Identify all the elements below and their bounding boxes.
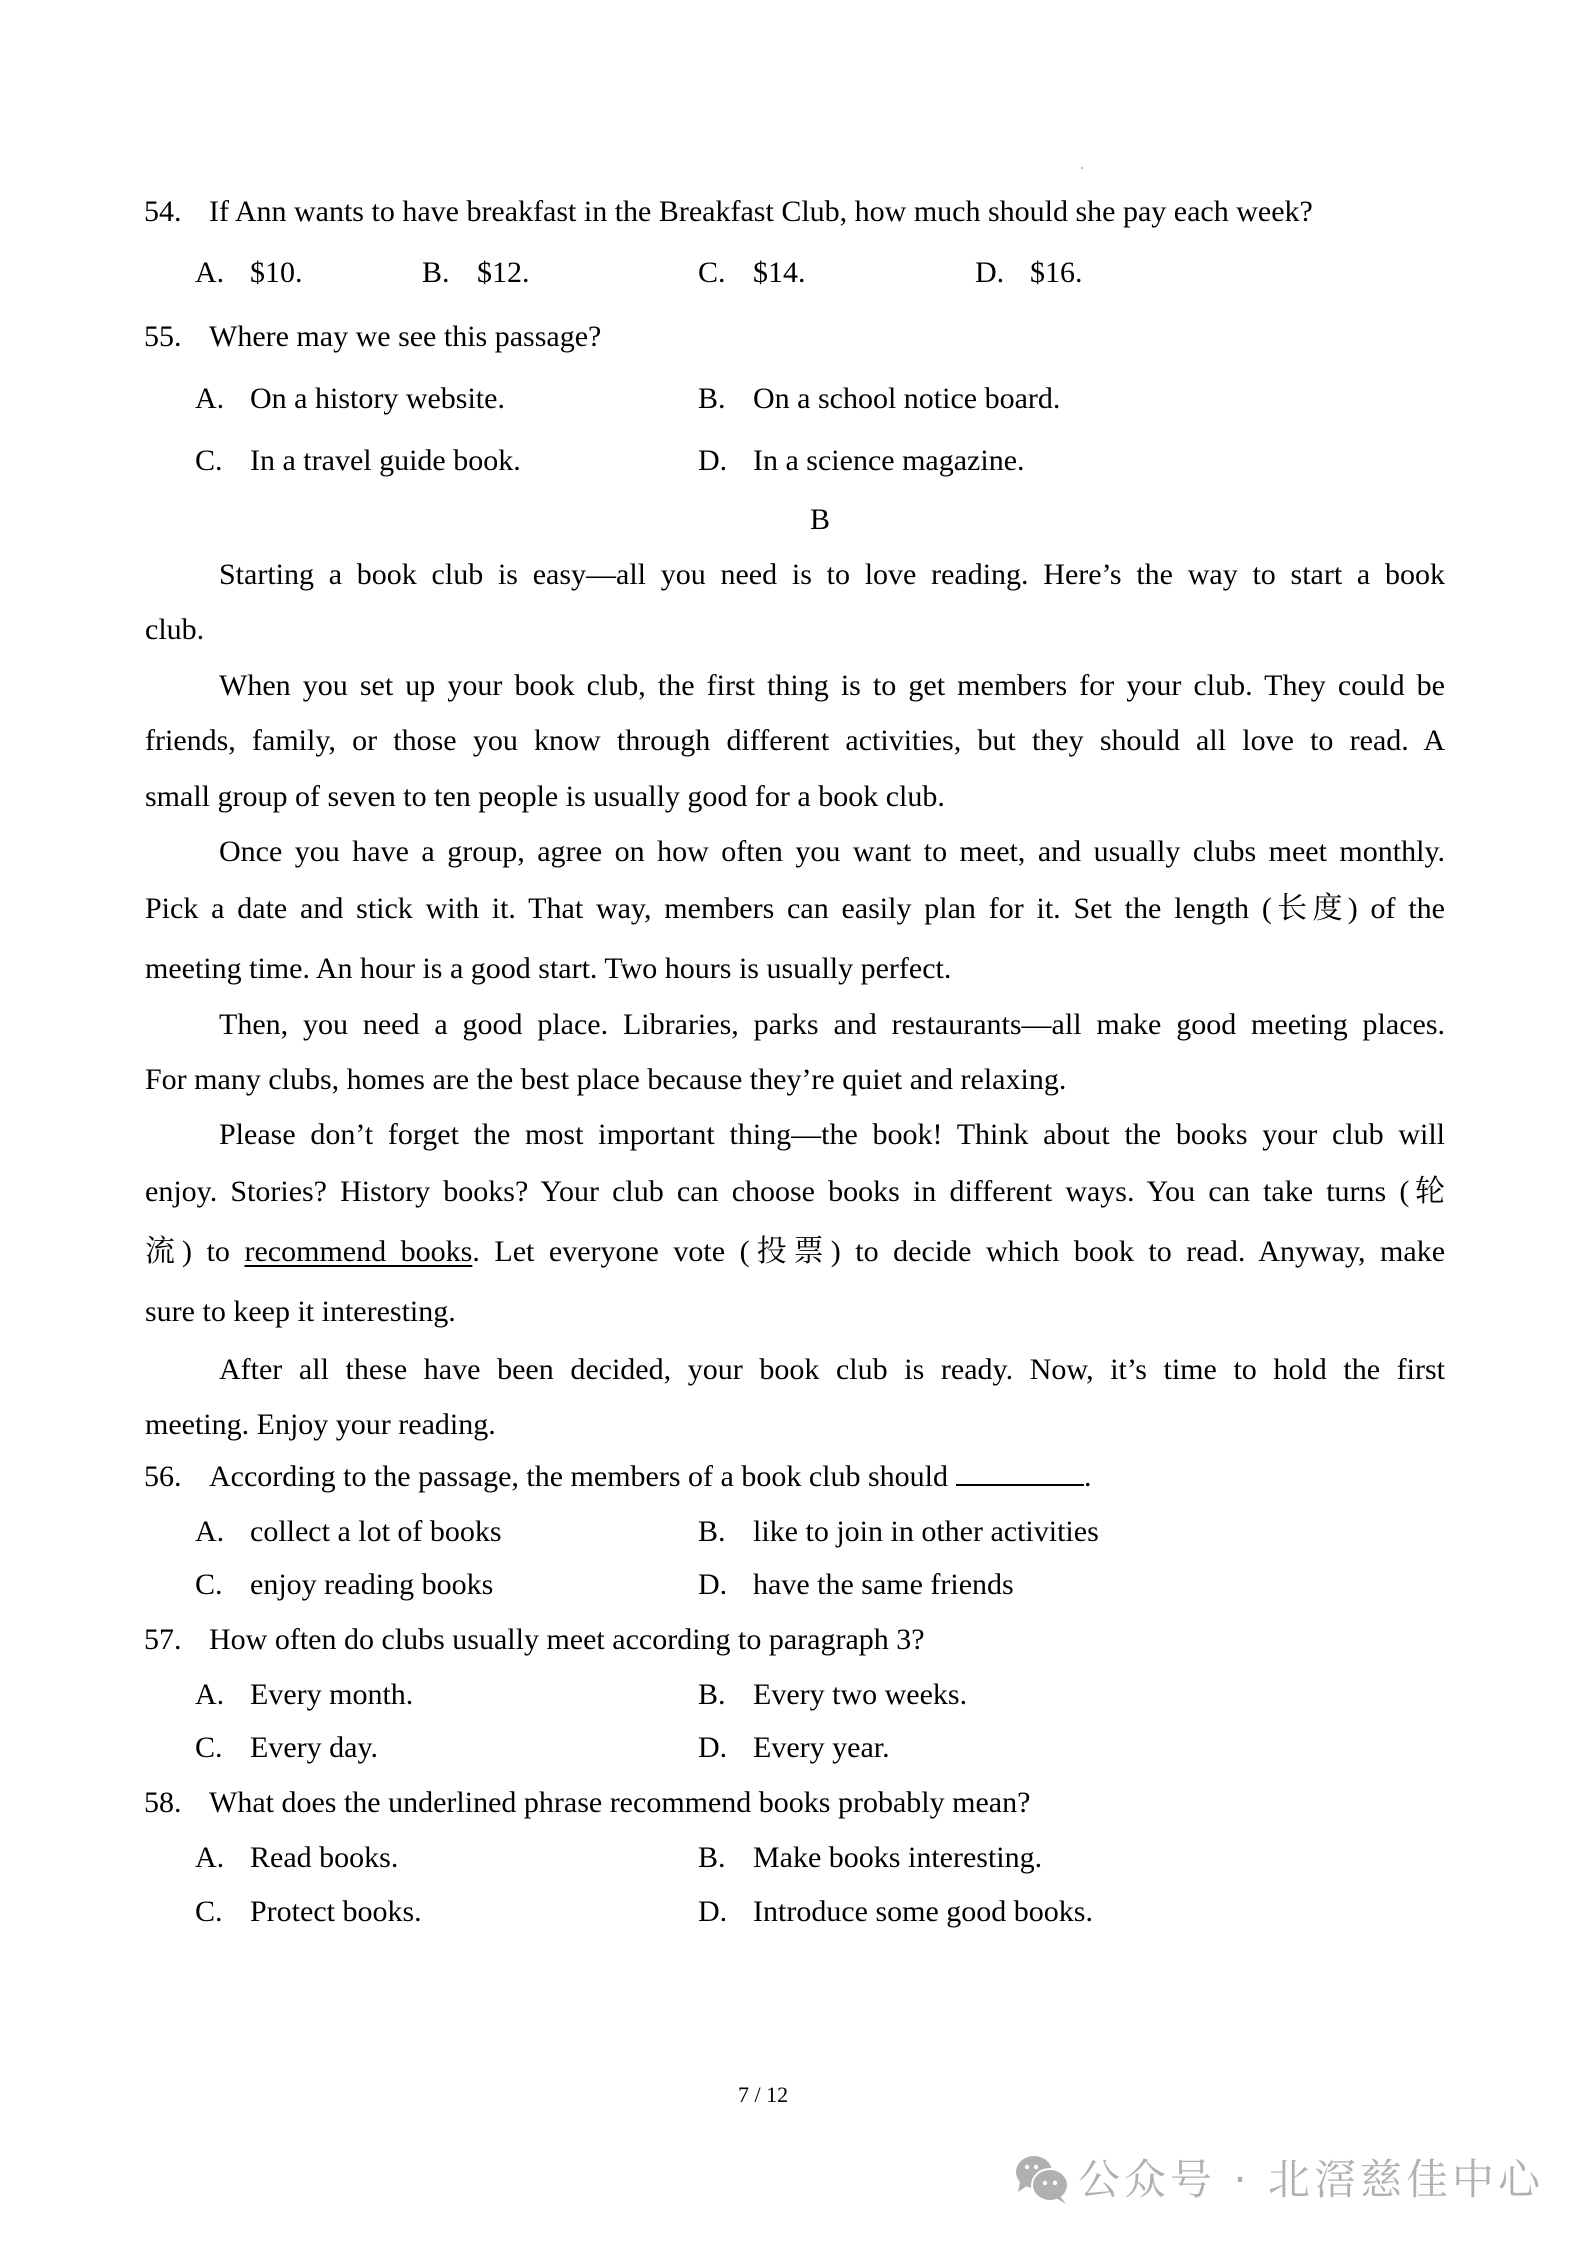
question-text: What does the underlined phrase recommend books probably mean?: [209, 1786, 1031, 1819]
option-54-c[interactable]: C. $14.: [698, 256, 806, 289]
watermark: [1012, 2152, 1544, 2208]
option-55-b[interactable]: B. On a school notice board.: [698, 382, 1061, 415]
question-text: How often do clubs usually meet according to paragraph 3?: [209, 1623, 925, 1656]
option-58-a[interactable]: A. Read books.: [195, 1841, 399, 1874]
option-56-b[interactable]: B. like to join in other activities: [698, 1515, 1099, 1548]
question-56: 56. According to the passage, the members of a book club should .: [144, 1457, 1091, 1497]
option-57-a[interactable]: A. Every month.: [195, 1678, 414, 1711]
passage-line: meeting. Enjoy your reading.: [145, 1408, 496, 1441]
passage-line: Starting a book club is easy—all you need is to love reading. Here’s the way to start a book: [219, 558, 1445, 591]
underlined-phrase: recommend books: [244, 1235, 473, 1268]
question-57: [144, 1620, 925, 1660]
passage-line: Pick a date and stick with it. That way, members can easily plan for it. Set the length (长度) of the: [145, 892, 1445, 925]
answer-blank: [956, 1458, 1084, 1486]
option-57-b[interactable]: B. Every two weeks.: [698, 1678, 968, 1711]
question-number: 55.: [144, 320, 182, 353]
question-number: 57.: [144, 1623, 182, 1656]
option-57-c[interactable]: C. Every day.: [195, 1731, 378, 1764]
option-58-d[interactable]: D. Introduce some good books.: [698, 1895, 1093, 1928]
option-56-c[interactable]: C. enjoy reading books: [195, 1568, 494, 1601]
question-text: Where may we see this passage?: [209, 320, 602, 353]
passage-line: club.: [145, 613, 205, 646]
passage-heading: B: [810, 503, 831, 536]
wechat-icon: [1012, 2152, 1072, 2208]
passage-line: friends, family, or those you know through different activities, but they should all love to read. A: [145, 724, 1445, 757]
option-54-b[interactable]: B. $12.: [422, 256, 530, 289]
option-58-c[interactable]: C. Protect books.: [195, 1895, 422, 1928]
passage-line: Once you have a group, agree on how often you want to meet, and usually clubs meet monthly.: [219, 835, 1445, 868]
passage-line: Please don’t forget the most important thing—the book! Think about the books your club will: [219, 1118, 1445, 1151]
passage-line: sure to keep it interesting.: [145, 1295, 456, 1328]
question-number: 54.: [144, 195, 182, 228]
option-55-d[interactable]: D. In a science magazine.: [698, 444, 1025, 477]
question-text: According to the passage, the members of a book club should: [209, 1460, 948, 1493]
passage-line: For many clubs, homes are the best place because they’re quiet and relaxing.: [145, 1063, 1067, 1096]
option-54-d[interactable]: D. $16.: [975, 256, 1083, 289]
passage-line: Then, you need a good place. Libraries, parks and restaurants—all make good meeting places.: [219, 1008, 1445, 1041]
option-56-a[interactable]: A. collect a lot of books: [195, 1515, 502, 1548]
passage-line-underlined: 流) to recommend books. Let everyone vote (投票) to decide which book to read. Anyway, make: [145, 1235, 1446, 1268]
passage-line: small group of seven to ten people is usually good for a book club.: [145, 780, 945, 813]
option-58-b[interactable]: B. Make books interesting.: [698, 1841, 1043, 1874]
option-55-a[interactable]: A. On a history website.: [195, 382, 505, 415]
option-55-c[interactable]: C. In a travel guide book.: [195, 444, 521, 477]
watermark-text: 公众号 · 北滘慈佳中心: [1078, 2155, 1545, 2204]
question-number: 56.: [144, 1460, 182, 1493]
page-number: 7 / 12: [738, 2082, 789, 2107]
passage-line: meeting time. An hour is a good start. Two hours is usually perfect.: [145, 952, 952, 985]
question-text: If Ann wants to have breakfast in the Breakfast Club, how much should she pay each week?: [209, 195, 1313, 228]
question-58: [144, 1783, 1030, 1823]
option-54-a[interactable]: A. $10.: [195, 256, 303, 289]
option-57-d[interactable]: D. Every year.: [698, 1731, 890, 1764]
question-number: 58.: [144, 1786, 182, 1819]
question-55: [144, 317, 601, 357]
passage-line: enjoy. Stories? History books? Your club can choose books in different ways. You can take turns (轮: [145, 1175, 1445, 1208]
question-54: [144, 192, 1313, 232]
passage-line: After all these have been decided, your book club is ready. Now, it’s time to hold the first: [219, 1353, 1445, 1386]
option-56-d[interactable]: D. have the same friends: [698, 1568, 1014, 1601]
scan-speck: [1081, 167, 1083, 169]
passage-line: When you set up your book club, the first thing is to get members for your club. They could be: [219, 669, 1445, 702]
